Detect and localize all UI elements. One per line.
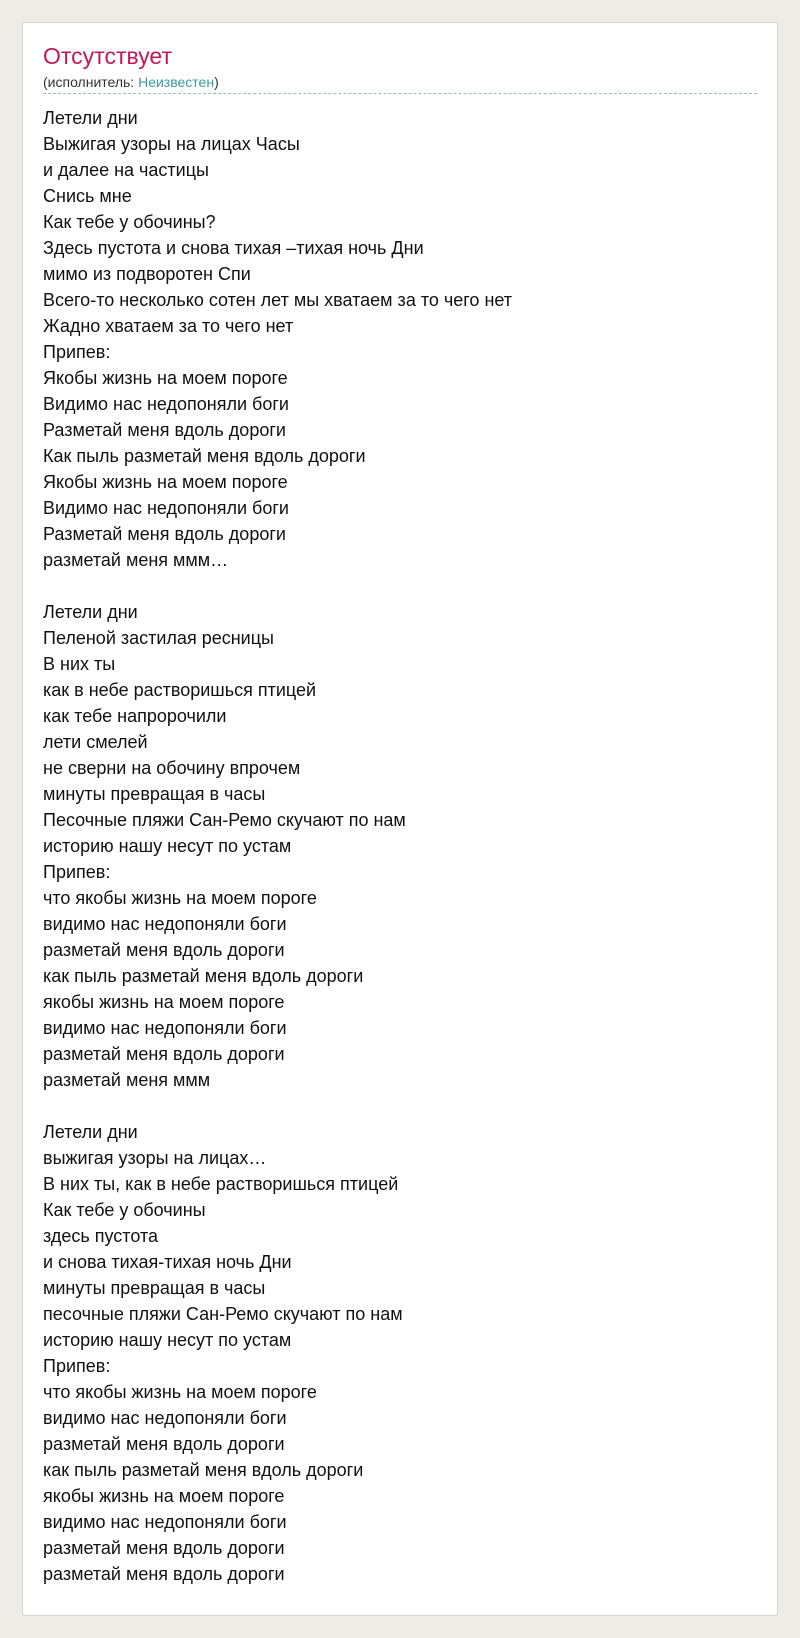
stanza-gap <box>43 1093 757 1119</box>
lyric-line: как пыль разметай меня вдоль дороги <box>43 1460 364 1480</box>
lyric-line: Жадно хватаем за то чего нет <box>43 316 294 336</box>
artist-prefix: (исполнитель: <box>43 74 139 90</box>
lyric-line: минуты превращая в часы <box>43 1278 266 1298</box>
lyric-line: разметай меня ммм… <box>43 550 229 570</box>
lyric-line: якобы жизнь на моем пороге <box>43 992 285 1012</box>
lyric-line: Видимо нас недопоняли боги <box>43 498 289 518</box>
lyric-line: разметай меня вдоль дороги <box>43 1564 285 1584</box>
lyric-line: историю нашу несут по устам <box>43 1330 292 1350</box>
artist-suffix: ) <box>214 74 219 90</box>
lyric-line: В них ты, как в небе растворишься птицей <box>43 1174 399 1194</box>
lyric-line: разметай меня вдоль дороги <box>43 1044 285 1064</box>
lyrics-body <box>43 105 757 1587</box>
lyric-line: Припев: <box>43 862 111 882</box>
lyric-line: мимо из подворотен Спи <box>43 264 251 284</box>
lyric-line: видимо нас недопоняли боги <box>43 1512 287 1532</box>
lyric-line: Летели дни <box>43 1122 138 1142</box>
lyric-line: разметай меня вдоль дороги <box>43 1538 285 1558</box>
lyric-line: Снись мне <box>43 186 132 206</box>
lyric-line: не сверни на обочину впрочем <box>43 758 301 778</box>
lyric-line: как тебе напророчили <box>43 706 227 726</box>
lyric-line: и далее на частицы <box>43 160 209 180</box>
lyric-line: минуты превращая в часы <box>43 784 266 804</box>
lyric-line: разметай меня вдоль дороги <box>43 1434 285 1454</box>
lyric-line: Разметай меня вдоль дороги <box>43 420 286 440</box>
lyric-line: Как тебе у обочины <box>43 1200 206 1220</box>
lyric-line: разметай меня вдоль дороги <box>43 940 285 960</box>
lyric-line: Разметай меня вдоль дороги <box>43 524 286 544</box>
lyric-line: Как тебе у обочины? <box>43 212 216 232</box>
lyric-line: здесь пустота <box>43 1226 159 1246</box>
lyric-line: что якобы жизнь на моем пороге <box>43 888 317 908</box>
lyric-line: Видимо нас недопоняли боги <box>43 394 289 414</box>
lyric-line: Якобы жизнь на моем пороге <box>43 472 288 492</box>
lyric-line: Пеленой застилая ресницы <box>43 628 274 648</box>
lyric-line: Летели дни <box>43 602 138 622</box>
lyric-line: разметай меня ммм <box>43 1070 211 1090</box>
lyric-line: Песочные пляжи Сан-Ремо скучают по нам <box>43 810 406 830</box>
lyric-line: лети смелей <box>43 732 148 752</box>
lyric-line: Припев: <box>43 1356 111 1376</box>
stanza-gap <box>43 573 757 599</box>
artist-line <box>43 74 219 90</box>
lyric-line: песочные пляжи Сан-Ремо скучают по нам <box>43 1304 403 1324</box>
lyric-line: В них ты <box>43 654 116 674</box>
lyric-line: выжигая узоры на лицах… <box>43 1148 267 1168</box>
lyric-line: видимо нас недопоняли боги <box>43 914 287 934</box>
lyric-line: видимо нас недопоняли боги <box>43 1408 287 1428</box>
lyric-line: якобы жизнь на моем пороге <box>43 1486 285 1506</box>
lyric-line: Припев: <box>43 342 111 362</box>
artist-link[interactable]: Неизвестен <box>138 74 215 90</box>
lyric-line: Летели дни <box>43 108 138 128</box>
lyric-line: Как пыль разметай меня вдоль дороги <box>43 446 366 466</box>
title-divider <box>43 93 757 94</box>
lyric-line: что якобы жизнь на моем пороге <box>43 1382 317 1402</box>
song-title: Отсутствует <box>43 43 172 69</box>
lyric-line: Всего-то несколько сотен лет мы хватаем за то чего нет <box>43 290 513 310</box>
lyric-line: Якобы жизнь на моем пороге <box>43 368 288 388</box>
lyric-line: и снова тихая-тихая ночь Дни <box>43 1252 292 1272</box>
lyric-line: Выжигая узоры на лицах Часы <box>43 134 300 154</box>
lyric-line: историю нашу несут по устам <box>43 836 292 856</box>
lyric-line: Здесь пустота и снова тихая –тихая ночь Дни <box>43 238 424 258</box>
lyric-line: как пыль разметай меня вдоль дороги <box>43 966 364 986</box>
lyric-line: видимо нас недопоняли боги <box>43 1018 287 1038</box>
lyrics-card <box>22 22 778 1616</box>
lyric-line: как в небе растворишься птицей <box>43 680 317 700</box>
